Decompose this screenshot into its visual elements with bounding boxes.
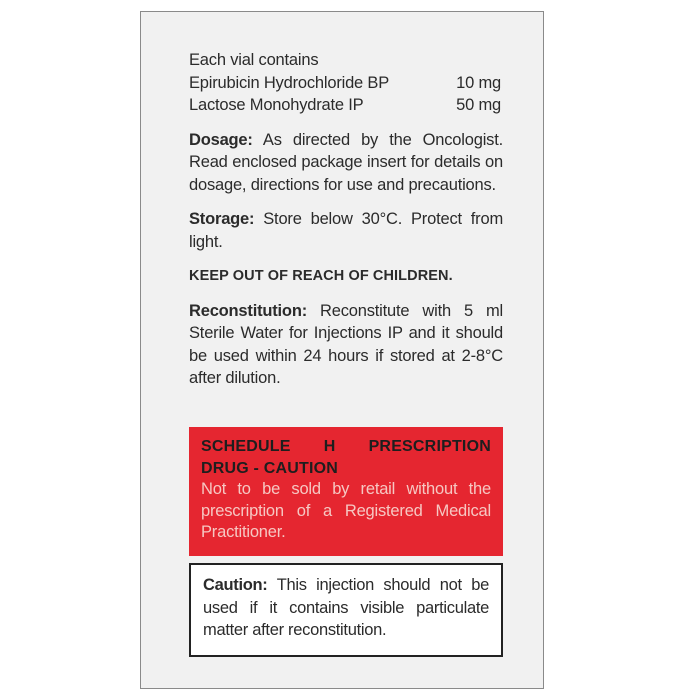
caution-text: This injection should not be used if it contains visible particulate matter after reconstitution. bbox=[203, 576, 489, 639]
ingredient-row bbox=[189, 94, 503, 117]
schedule-title-line1 bbox=[201, 436, 491, 458]
dosage-label: Dosage: bbox=[189, 130, 253, 149]
schedule-title-word: H bbox=[323, 438, 336, 455]
dosage-text: As directed by the Oncologist. Read enclosed package insert for details on dosage, directions for use and precautions. bbox=[189, 130, 503, 194]
schedule-h-box bbox=[189, 427, 503, 556]
ingredient-name: Lactose Monohydrate IP bbox=[189, 96, 364, 114]
schedule-title-word: SCHEDULE bbox=[201, 438, 291, 455]
storage-label: Storage: bbox=[189, 210, 255, 228]
ingredient-row bbox=[189, 72, 503, 95]
reconstitution-text: Reconstitute with 5 ml Sterile Water for Injections IP and it should be used within 24 hours if stored at 2-8°C after dilution. bbox=[189, 301, 504, 387]
reconstitution-label: Reconstitution: bbox=[189, 301, 307, 320]
dosage-section bbox=[189, 129, 503, 197]
ingredient-amount: 50 mg bbox=[456, 96, 501, 114]
storage-section bbox=[189, 208, 503, 253]
ingredient-name: Epirubicin Hydrochloride BP bbox=[189, 73, 390, 92]
schedule-title-line2: DRUG - CAUTION bbox=[201, 459, 339, 477]
vial-contents-heading: Each vial contains bbox=[189, 51, 319, 69]
label-panel bbox=[140, 11, 544, 689]
caution-box bbox=[189, 563, 503, 657]
ingredient-amount: 10 mg bbox=[456, 73, 501, 92]
schedule-title-word: PRESCRIPTION bbox=[368, 438, 491, 455]
children-warning: KEEP OUT OF REACH OF CHILDREN. bbox=[189, 268, 453, 284]
schedule-text: Not to be sold by retail without the prescription of a Registered Medical Practitioner. bbox=[201, 480, 491, 541]
reconstitution-section bbox=[189, 300, 503, 390]
caution-label: Caution: bbox=[203, 576, 268, 594]
label-content bbox=[189, 49, 503, 390]
storage-text: Store below 30°C. Protect from light. bbox=[189, 210, 503, 251]
